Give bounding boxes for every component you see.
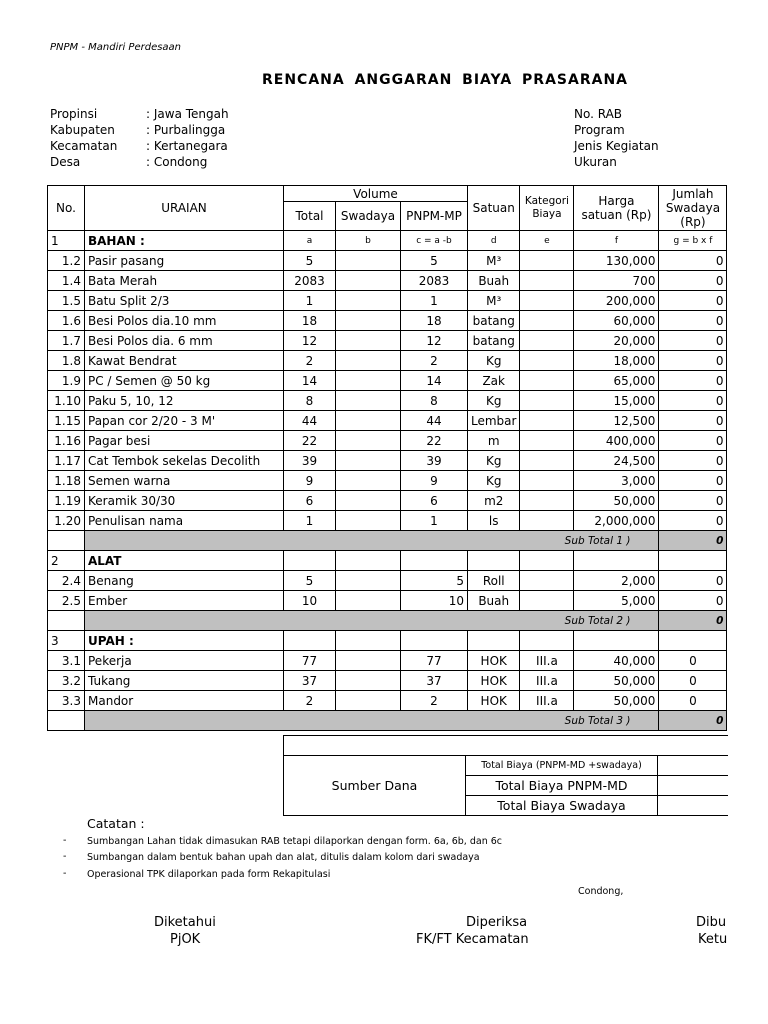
volume-swadaya: [336, 651, 401, 671]
volume-swadaya: [336, 471, 401, 491]
swadaya-amount: 0: [659, 671, 727, 691]
subtotal-row: [48, 711, 727, 731]
volume-total: 14: [284, 371, 336, 391]
volume-total: 9: [284, 471, 336, 491]
note-bullet: -: [63, 868, 67, 879]
empty-cell: [284, 551, 336, 571]
volume-total: 1: [284, 511, 336, 531]
cost-category: III.a: [520, 691, 574, 711]
signature-title: Ketu: [698, 932, 728, 947]
signature-title: PjOK: [170, 932, 201, 947]
item-description: Cat Tembok sekelas Decolith: [85, 451, 284, 471]
unit: m2: [468, 491, 520, 511]
header-harga: Harga satuan (Rp): [574, 186, 659, 231]
item-description: Benang: [85, 571, 284, 591]
unit-price: 20,000: [574, 331, 659, 351]
note-bullet: -: [63, 835, 67, 846]
unit: m: [468, 431, 520, 451]
item-description: Pagar besi: [85, 431, 284, 451]
unit-price: 24,500: [574, 451, 659, 471]
empty-cell: [659, 551, 727, 571]
item-number: 1.2: [48, 251, 85, 271]
unit-price: 2,000: [574, 571, 659, 591]
unit: batang: [468, 331, 520, 351]
item-number: 1.8: [48, 351, 85, 371]
volume-pnpm: 22: [401, 431, 468, 451]
table-row: [48, 571, 727, 591]
header-pnpm: PNPM-MP: [401, 202, 468, 231]
volume-pnpm: 14: [401, 371, 468, 391]
volume-pnpm: 18: [401, 311, 468, 331]
sumber-dana-label: Sumber Dana: [284, 756, 466, 816]
signature-role: Dibu: [696, 915, 727, 930]
unit-price: 400,000: [574, 431, 659, 451]
item-number: 1.9: [48, 371, 85, 391]
unit: Buah: [468, 271, 520, 291]
total-swadaya-value: [658, 796, 728, 816]
table-row: [48, 371, 727, 391]
unit: Kg: [468, 391, 520, 411]
subtotal-value: 0: [659, 611, 727, 631]
swadaya-amount: 0: [659, 251, 727, 271]
volume-total: 1: [284, 291, 336, 311]
volume-total: 2: [284, 691, 336, 711]
item-number: 1.6: [48, 311, 85, 331]
subtotal-value: 0: [659, 711, 727, 731]
info-value: : Purbalingga: [146, 123, 226, 137]
unit: Kg: [468, 351, 520, 371]
empty-cell: [659, 631, 727, 651]
note-bullet: -: [63, 851, 67, 862]
swadaya-amount: 0: [659, 691, 727, 711]
info-label: Kecamatan: [50, 139, 118, 153]
volume-total: 18: [284, 311, 336, 331]
volume-total: 2: [284, 351, 336, 371]
subtotal-row: [48, 531, 727, 551]
table-row: [48, 311, 727, 331]
swadaya-amount: 0: [659, 591, 727, 611]
column-code: c = a -b: [401, 231, 468, 251]
volume-pnpm: 39: [401, 451, 468, 471]
total-pnpm-value: [658, 776, 728, 796]
total-pnpm-label: Total Biaya PNPM-MD: [466, 776, 658, 796]
code-cell: 1: [48, 231, 85, 251]
section-number: 3: [48, 631, 85, 651]
volume-swadaya: [336, 691, 401, 711]
table-row: [48, 291, 727, 311]
table-row: [48, 691, 727, 711]
swadaya-amount: 0: [659, 271, 727, 291]
volume-pnpm: 37: [401, 671, 468, 691]
unit-price: 50,000: [574, 671, 659, 691]
subtotal-value: 0: [659, 531, 727, 551]
info-value: : Condong: [146, 155, 208, 169]
cost-category: [520, 591, 574, 611]
item-description: Batu Split 2/3: [85, 291, 284, 311]
subtotal-row: [48, 611, 727, 631]
item-description: Pekerja: [85, 651, 284, 671]
note-item: Operasional TPK dilaporkan pada form Rekapitulasi: [87, 869, 331, 880]
volume-swadaya: [336, 431, 401, 451]
item-number: 2.5: [48, 591, 85, 611]
volume-total: 39: [284, 451, 336, 471]
unit-price: 12,500: [574, 411, 659, 431]
volume-swadaya: [336, 591, 401, 611]
item-description: Bata Merah: [85, 271, 284, 291]
swadaya-amount: 0: [659, 571, 727, 591]
unit: Zak: [468, 371, 520, 391]
cost-category: [520, 451, 574, 471]
cost-category: [520, 411, 574, 431]
signature-role: Diperiksa: [466, 915, 528, 930]
volume-total: 5: [284, 571, 336, 591]
volume-total: 44: [284, 411, 336, 431]
volume-pnpm: 5: [401, 251, 468, 271]
unit: M³: [468, 251, 520, 271]
header-jumlah: Jumlah Swadaya (Rp): [659, 186, 727, 231]
empty-cell: [574, 631, 659, 651]
empty-cell: [468, 631, 520, 651]
column-code: d: [468, 231, 520, 251]
empty-cell: [520, 551, 574, 571]
item-number: 1.5: [48, 291, 85, 311]
item-description: Kawat Bendrat: [85, 351, 284, 371]
volume-swadaya: [336, 571, 401, 591]
item-number: 1.18: [48, 471, 85, 491]
table-row: [48, 251, 727, 271]
header-uraian: URAIAN: [85, 186, 284, 231]
table-row: [48, 331, 727, 351]
item-number: 1.4: [48, 271, 85, 291]
cost-category: [520, 511, 574, 531]
item-description: Semen warna: [85, 471, 284, 491]
section-title: UPAH :: [85, 631, 284, 651]
volume-swadaya: [336, 371, 401, 391]
cost-category: [520, 371, 574, 391]
volume-pnpm: 2: [401, 351, 468, 371]
info-label: Propinsi: [50, 107, 98, 121]
table-row: [48, 271, 727, 291]
subtotal-label: Sub Total 1 ): [85, 531, 659, 551]
volume-total: 22: [284, 431, 336, 451]
cost-category: [520, 291, 574, 311]
unit-price: 3,000: [574, 471, 659, 491]
table-row: [48, 471, 727, 491]
swadaya-amount: 0: [659, 331, 727, 351]
unit-price: 700: [574, 271, 659, 291]
total-swadaya-label: Total Biaya Swadaya: [466, 796, 658, 816]
swadaya-amount: 0: [659, 651, 727, 671]
note-item: Sumbangan Lahan tidak dimasukan RAB tetapi dilaporkan dengan form. 6a, 6b, dan 6c: [87, 836, 503, 847]
volume-swadaya: [336, 451, 401, 471]
document-header: PNPM - Mandiri Perdesaan: [50, 42, 182, 53]
cost-category: [520, 351, 574, 371]
rab-table: [47, 185, 727, 731]
column-code-row: [48, 231, 727, 251]
volume-pnpm: 1: [401, 511, 468, 531]
empty-cell: [336, 631, 401, 651]
header-total: Total: [284, 202, 336, 231]
item-description: PC / Semen @ 50 kg: [85, 371, 284, 391]
swadaya-amount: 0: [659, 451, 727, 471]
unit-price: 200,000: [574, 291, 659, 311]
unit: Kg: [468, 471, 520, 491]
volume-pnpm: 2083: [401, 271, 468, 291]
unit: HOK: [468, 671, 520, 691]
unit-price: 2,000,000: [574, 511, 659, 531]
swadaya-amount: 0: [659, 371, 727, 391]
item-number: 2.4: [48, 571, 85, 591]
volume-total: 12: [284, 331, 336, 351]
empty-cell: [468, 551, 520, 571]
cost-category: [520, 271, 574, 291]
empty-cell: [284, 631, 336, 651]
volume-swadaya: [336, 411, 401, 431]
column-code: b: [336, 231, 401, 251]
info-right-label: Ukuran: [574, 155, 617, 169]
column-code: a: [284, 231, 336, 251]
column-code: f: [574, 231, 659, 251]
volume-total: 37: [284, 671, 336, 691]
unit-price: 50,000: [574, 691, 659, 711]
table-row: [48, 411, 727, 431]
item-number: 1.10: [48, 391, 85, 411]
empty-cell: [48, 611, 85, 631]
section-number: 2: [48, 551, 85, 571]
unit: ls: [468, 511, 520, 531]
header-volume: Volume: [284, 186, 468, 202]
signature-title: FK/FT Kecamatan: [416, 932, 529, 947]
item-description: Papan cor 2/20 - 3 M': [85, 411, 284, 431]
swadaya-amount: 0: [659, 311, 727, 331]
empty-cell: [336, 551, 401, 571]
section-header-row: [48, 551, 727, 571]
swadaya-amount: 0: [659, 431, 727, 451]
header-kategori: Kategori Biaya: [520, 186, 574, 231]
unit-price: 65,000: [574, 371, 659, 391]
table-row: [48, 451, 727, 471]
volume-pnpm: 2: [401, 691, 468, 711]
unit-price: 15,000: [574, 391, 659, 411]
table-row: [48, 491, 727, 511]
item-number: 1.16: [48, 431, 85, 451]
page-title: RENCANA ANGGARAN BIAYA PRASARANA: [261, 72, 628, 88]
header-satuan: Satuan: [468, 186, 520, 231]
empty-cell: [48, 531, 85, 551]
volume-swadaya: [336, 511, 401, 531]
volume-total: 8: [284, 391, 336, 411]
place-date: Condong,: [578, 886, 624, 897]
unit: Kg: [468, 451, 520, 471]
cost-category: [520, 491, 574, 511]
cost-category: [520, 571, 574, 591]
table-row: [48, 511, 727, 531]
item-number: 3.2: [48, 671, 85, 691]
cost-category: III.a: [520, 651, 574, 671]
item-description: Pasir pasang: [85, 251, 284, 271]
subtotal-label: Sub Total 2 ): [85, 611, 659, 631]
table-row: [48, 431, 727, 451]
item-description: Penulisan nama: [85, 511, 284, 531]
column-code: g = b x f: [659, 231, 727, 251]
volume-swadaya: [336, 331, 401, 351]
empty-cell: [401, 551, 468, 571]
unit: HOK: [468, 651, 520, 671]
unit-price: 130,000: [574, 251, 659, 271]
section-title: BAHAN :: [85, 231, 284, 251]
volume-swadaya: [336, 311, 401, 331]
volume-total: 77: [284, 651, 336, 671]
volume-swadaya: [336, 251, 401, 271]
volume-pnpm: 10: [401, 591, 468, 611]
info-value: : Jawa Tengah: [146, 107, 229, 121]
cost-category: [520, 391, 574, 411]
unit: Roll: [468, 571, 520, 591]
info-right-label: No. RAB: [574, 107, 623, 121]
item-number: 1.7: [48, 331, 85, 351]
item-number: 1.17: [48, 451, 85, 471]
table-row: [48, 651, 727, 671]
volume-swadaya: [336, 291, 401, 311]
swadaya-amount: 0: [659, 351, 727, 371]
volume-total: 10: [284, 591, 336, 611]
volume-pnpm: 1: [401, 291, 468, 311]
item-description: Tukang: [85, 671, 284, 691]
unit: Lembar: [468, 411, 520, 431]
volume-pnpm: 5: [401, 571, 468, 591]
volume-total: 2083: [284, 271, 336, 291]
volume-total: 5: [284, 251, 336, 271]
item-number: 1.20: [48, 511, 85, 531]
info-label: Kabupaten: [50, 123, 115, 137]
info-value: : Kertanegara: [146, 139, 228, 153]
unit-price: 60,000: [574, 311, 659, 331]
signature-role: Diketahui: [154, 915, 216, 930]
cost-category: [520, 331, 574, 351]
empty-cell: [574, 551, 659, 571]
summary-table: [283, 735, 728, 816]
table-row: [48, 391, 727, 411]
unit-price: 40,000: [574, 651, 659, 671]
volume-swadaya: [336, 351, 401, 371]
total-biaya-label: Total Biaya (PNPM-MD +swadaya): [466, 756, 658, 776]
cost-category: [520, 431, 574, 451]
swadaya-amount: 0: [659, 411, 727, 431]
total-biaya-value: [658, 756, 728, 776]
note-item: Sumbangan dalam bentuk bahan upah dan alat, ditulis dalam kolom dari swadaya: [87, 852, 480, 863]
info-right-label: Program: [574, 123, 625, 137]
unit: batang: [468, 311, 520, 331]
unit-price: 50,000: [574, 491, 659, 511]
table-row: [48, 591, 727, 611]
cost-category: III.a: [520, 671, 574, 691]
swadaya-amount: 0: [659, 291, 727, 311]
cost-category: [520, 251, 574, 271]
unit: M³: [468, 291, 520, 311]
swadaya-amount: 0: [659, 511, 727, 531]
table-row: [48, 671, 727, 691]
info-right-label: Jenis Kegiatan: [574, 139, 659, 153]
volume-pnpm: 77: [401, 651, 468, 671]
volume-swadaya: [336, 271, 401, 291]
unit: HOK: [468, 691, 520, 711]
summary-blank-row: [284, 736, 728, 756]
item-description: Keramik 30/30: [85, 491, 284, 511]
swadaya-amount: 0: [659, 471, 727, 491]
volume-swadaya: [336, 491, 401, 511]
column-code: e: [520, 231, 574, 251]
unit-price: 5,000: [574, 591, 659, 611]
swadaya-amount: 0: [659, 391, 727, 411]
section-title: ALAT: [85, 551, 284, 571]
cost-category: [520, 311, 574, 331]
header-swadaya: Swadaya: [336, 202, 401, 231]
info-label: Desa: [50, 155, 81, 169]
volume-pnpm: 8: [401, 391, 468, 411]
volume-pnpm: 12: [401, 331, 468, 351]
notes-heading: Catatan :: [87, 816, 145, 831]
swadaya-amount: 0: [659, 491, 727, 511]
volume-pnpm: 44: [401, 411, 468, 431]
unit-price: 18,000: [574, 351, 659, 371]
item-description: Mandor: [85, 691, 284, 711]
volume-swadaya: [336, 671, 401, 691]
item-description: Besi Polos dia. 6 mm: [85, 331, 284, 351]
empty-cell: [48, 711, 85, 731]
item-description: Ember: [85, 591, 284, 611]
cost-category: [520, 471, 574, 491]
subtotal-label: Sub Total 3 ): [85, 711, 659, 731]
item-number: 1.19: [48, 491, 85, 511]
volume-total: 6: [284, 491, 336, 511]
volume-pnpm: 9: [401, 471, 468, 491]
item-number: 3.1: [48, 651, 85, 671]
volume-pnpm: 6: [401, 491, 468, 511]
item-number: 3.3: [48, 691, 85, 711]
unit: Buah: [468, 591, 520, 611]
item-description: Besi Polos dia.10 mm: [85, 311, 284, 331]
volume-swadaya: [336, 391, 401, 411]
item-description: Paku 5, 10, 12: [85, 391, 284, 411]
empty-cell: [401, 631, 468, 651]
item-number: 1.15: [48, 411, 85, 431]
empty-cell: [520, 631, 574, 651]
header-no: No.: [48, 186, 85, 231]
section-header-row: [48, 631, 727, 651]
table-row: [48, 351, 727, 371]
